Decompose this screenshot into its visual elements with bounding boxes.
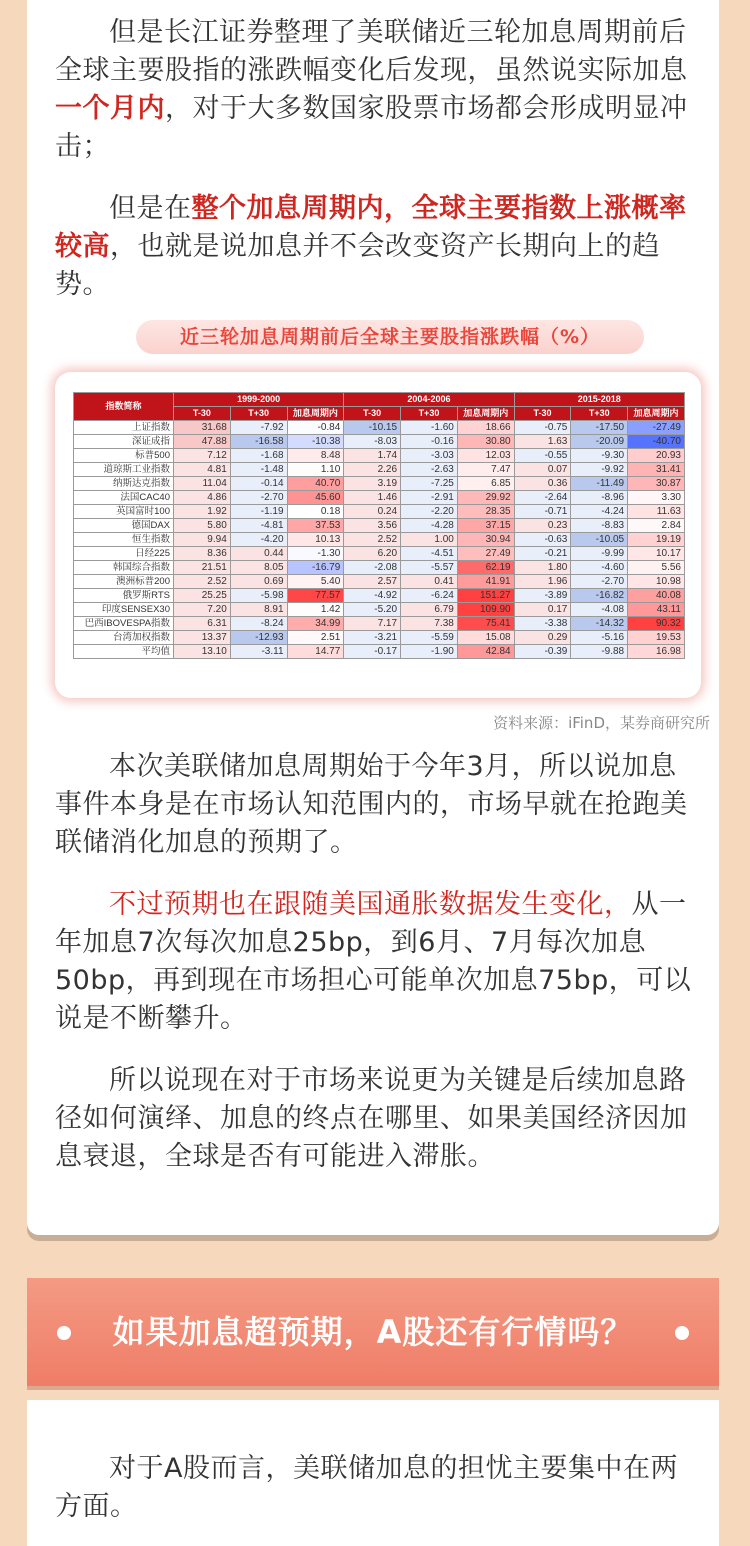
sub-header-cell: T+30 <box>401 407 458 421</box>
row-value-cell: -3.03 <box>401 449 458 463</box>
row-value-cell: 77.57 <box>287 589 344 603</box>
table-title: 近三轮加息周期前后全球主要股指涨跌幅（%） <box>136 320 644 354</box>
paragraph-1-end: ，对于大多数国家股票市场都会形成明显冲击； <box>55 93 688 162</box>
row-value-cell: -2.20 <box>401 505 458 519</box>
row-value-cell: -6.24 <box>401 589 458 603</box>
table-row <box>74 561 685 575</box>
row-value-cell: -4.51 <box>401 547 458 561</box>
row-value-cell: 5.80 <box>174 519 231 533</box>
row-value-cell: 20.93 <box>628 449 685 463</box>
row-value-cell: 27.49 <box>457 547 514 561</box>
row-value-cell: -14.32 <box>571 617 628 631</box>
row-value-cell: -7.92 <box>230 421 287 435</box>
row-value-cell: -40.70 <box>628 435 685 449</box>
sub-header-cell: T+30 <box>230 407 287 421</box>
header-period-1: 1999-2000 <box>174 393 344 407</box>
paragraph-1-highlight: 一个月内 <box>55 93 165 124</box>
row-value-cell: 90.32 <box>628 617 685 631</box>
sub-header-cell: T-30 <box>174 407 231 421</box>
row-value-cell: 25.25 <box>174 589 231 603</box>
row-value-cell: 9.94 <box>174 533 231 547</box>
row-value-cell: 1.92 <box>174 505 231 519</box>
row-value-cell: 0.18 <box>287 505 344 519</box>
row-value-cell: 4.81 <box>174 463 231 477</box>
row-value-cell: -4.24 <box>571 505 628 519</box>
row-value-cell: 40.70 <box>287 477 344 491</box>
row-value-cell: 4.86 <box>174 491 231 505</box>
row-value-cell: 0.23 <box>514 519 571 533</box>
row-value-cell: -16.58 <box>230 435 287 449</box>
row-value-cell: 3.19 <box>344 477 401 491</box>
row-value-cell: -0.39 <box>514 645 571 659</box>
table-row <box>74 421 685 435</box>
row-value-cell: 62.19 <box>457 561 514 575</box>
row-value-cell: 16.98 <box>628 645 685 659</box>
row-value-cell: -0.63 <box>514 533 571 547</box>
row-value-cell: 18.66 <box>457 421 514 435</box>
row-index-name: 俄罗斯RTS <box>74 589 174 603</box>
row-value-cell: -1.19 <box>230 505 287 519</box>
table-row <box>74 575 685 589</box>
row-value-cell: -2.70 <box>230 491 287 505</box>
row-value-cell: 8.48 <box>287 449 344 463</box>
row-value-cell: 40.08 <box>628 589 685 603</box>
table-row <box>74 603 685 617</box>
row-index-name: 巴西IBOVESPA指数 <box>74 617 174 631</box>
row-value-cell: 10.98 <box>628 575 685 589</box>
paragraph-2-end: ，也就是说加息并不会改变资产长期向上的趋势。 <box>55 231 660 300</box>
paragraph-1 <box>55 14 695 166</box>
row-value-cell: 8.91 <box>230 603 287 617</box>
row-index-name: 日经225 <box>74 547 174 561</box>
row-value-cell: 2.52 <box>344 533 401 547</box>
row-index-name: 台湾加权指数 <box>74 631 174 645</box>
index-change-table <box>73 392 685 659</box>
row-value-cell: -9.99 <box>571 547 628 561</box>
row-index-name: 法国CAC40 <box>74 491 174 505</box>
row-value-cell: -4.28 <box>401 519 458 533</box>
row-value-cell: -10.15 <box>344 421 401 435</box>
row-value-cell: 11.63 <box>628 505 685 519</box>
row-value-cell: 19.19 <box>628 533 685 547</box>
row-value-cell: 1.46 <box>344 491 401 505</box>
row-value-cell: 3.56 <box>344 519 401 533</box>
row-value-cell: 7.38 <box>401 617 458 631</box>
row-value-cell: -5.16 <box>571 631 628 645</box>
row-value-cell: -10.38 <box>287 435 344 449</box>
row-value-cell: 21.51 <box>174 561 231 575</box>
row-value-cell: -0.75 <box>514 421 571 435</box>
row-value-cell: 30.87 <box>628 477 685 491</box>
row-value-cell: -8.96 <box>571 491 628 505</box>
row-value-cell: 11.04 <box>174 477 231 491</box>
sub-header-cell: 加息周期内 <box>457 407 514 421</box>
row-value-cell: 28.35 <box>457 505 514 519</box>
row-value-cell: 41.91 <box>457 575 514 589</box>
row-value-cell: 29.92 <box>457 491 514 505</box>
row-index-name: 标普500 <box>74 449 174 463</box>
row-index-name: 平均值 <box>74 645 174 659</box>
row-value-cell: 14.77 <box>287 645 344 659</box>
row-value-cell: 1.96 <box>514 575 571 589</box>
row-value-cell: -3.89 <box>514 589 571 603</box>
row-value-cell: -4.81 <box>230 519 287 533</box>
row-value-cell: 15.08 <box>457 631 514 645</box>
row-index-name: 上证指数 <box>74 421 174 435</box>
row-value-cell: -4.92 <box>344 589 401 603</box>
row-value-cell: 37.15 <box>457 519 514 533</box>
sub-header-cell: T+30 <box>571 407 628 421</box>
row-value-cell: -17.50 <box>571 421 628 435</box>
row-value-cell: 5.56 <box>628 561 685 575</box>
row-value-cell: 5.40 <box>287 575 344 589</box>
header-period-3: 2015-2018 <box>514 393 684 407</box>
row-index-name: 纳斯达克指数 <box>74 477 174 491</box>
row-value-cell: -16.79 <box>287 561 344 575</box>
row-value-cell: -27.49 <box>628 421 685 435</box>
row-value-cell: 1.63 <box>514 435 571 449</box>
row-value-cell: -4.20 <box>230 533 287 547</box>
row-value-cell: -0.71 <box>514 505 571 519</box>
row-value-cell: 45.60 <box>287 491 344 505</box>
row-value-cell: 37.53 <box>287 519 344 533</box>
row-value-cell: -1.60 <box>401 421 458 435</box>
row-index-name: 深证成指 <box>74 435 174 449</box>
row-value-cell: 2.26 <box>344 463 401 477</box>
table-row <box>74 449 685 463</box>
row-value-cell: -2.64 <box>514 491 571 505</box>
row-value-cell: 0.69 <box>230 575 287 589</box>
sub-header-cell: 加息周期内 <box>287 407 344 421</box>
row-value-cell: 31.68 <box>174 421 231 435</box>
row-value-cell: 7.20 <box>174 603 231 617</box>
row-value-cell: -3.38 <box>514 617 571 631</box>
row-value-cell: 1.10 <box>287 463 344 477</box>
row-value-cell: -12.93 <box>230 631 287 645</box>
table-row <box>74 505 685 519</box>
row-value-cell: -7.25 <box>401 477 458 491</box>
source-note: 资料来源：iFinD，某券商研究所 <box>493 714 710 732</box>
paragraph-6: 对于A股而言，美联储加息的担忧主要集中在两方面。 <box>55 1453 678 1522</box>
table-row <box>74 519 685 533</box>
row-value-cell: 3.30 <box>628 491 685 505</box>
row-value-cell: 6.79 <box>401 603 458 617</box>
header-period-2: 2004-2006 <box>344 393 514 407</box>
row-value-cell: 2.84 <box>628 519 685 533</box>
row-value-cell: -2.70 <box>571 575 628 589</box>
row-value-cell: 1.80 <box>514 561 571 575</box>
row-value-cell: 10.13 <box>287 533 344 547</box>
row-value-cell: 8.36 <box>174 547 231 561</box>
row-value-cell: 0.44 <box>230 547 287 561</box>
row-value-cell: 31.41 <box>628 463 685 477</box>
row-value-cell: -5.59 <box>401 631 458 645</box>
row-value-cell: -20.09 <box>571 435 628 449</box>
row-value-cell: 0.24 <box>344 505 401 519</box>
row-value-cell: -8.83 <box>571 519 628 533</box>
row-value-cell: 0.07 <box>514 463 571 477</box>
row-value-cell: -0.84 <box>287 421 344 435</box>
row-value-cell: 0.41 <box>401 575 458 589</box>
row-value-cell: 13.10 <box>174 645 231 659</box>
row-value-cell: 19.53 <box>628 631 685 645</box>
paragraph-1-text: 但是长江证券整理了美联储近三轮加息周期前后全球主要股指的涨跌幅变化后发现，虽然说实际加息 <box>55 17 688 86</box>
table-row <box>74 533 685 547</box>
row-value-cell: -1.30 <box>287 547 344 561</box>
row-value-cell: 2.51 <box>287 631 344 645</box>
row-value-cell: 10.17 <box>628 547 685 561</box>
table-row <box>74 477 685 491</box>
table-row <box>74 435 685 449</box>
row-value-cell: 0.36 <box>514 477 571 491</box>
row-value-cell: -9.92 <box>571 463 628 477</box>
row-value-cell: -4.60 <box>571 561 628 575</box>
row-value-cell: 30.80 <box>457 435 514 449</box>
row-value-cell: 34.99 <box>287 617 344 631</box>
row-value-cell: -5.57 <box>401 561 458 575</box>
paragraph-4-highlight: 不过预期也在跟随美国通胀数据发生变化， <box>109 889 632 920</box>
paragraph-3: 本次美联储加息周期始于今年3月，所以说加息事件本身是在市场认知范围内的，市场早就在抢跑美联储消化加息的预期了。 <box>55 751 688 858</box>
paragraph-2-highlight: 整个加息周期内，全球主要指数上涨概率较高 <box>55 193 687 262</box>
row-value-cell: -2.08 <box>344 561 401 575</box>
row-value-cell: 43.11 <box>628 603 685 617</box>
paragraph-4-end: 从一年加息7次每次加息25bp，到6月、7月每次加息50bp，再到现在市场担心可能单次加息75bp，可以说是不断攀升。 <box>55 889 692 1034</box>
row-value-cell: -0.21 <box>514 547 571 561</box>
sub-header-cell: T-30 <box>344 407 401 421</box>
table-row <box>74 645 685 659</box>
row-value-cell: 30.94 <box>457 533 514 547</box>
sub-header-cell: T-30 <box>514 407 571 421</box>
row-value-cell: 1.00 <box>401 533 458 547</box>
table-row <box>74 617 685 631</box>
row-value-cell: 109.90 <box>457 603 514 617</box>
row-value-cell: -3.11 <box>230 645 287 659</box>
row-index-name: 澳洲标普200 <box>74 575 174 589</box>
row-value-cell: -5.20 <box>344 603 401 617</box>
row-index-name: 德国DAX <box>74 519 174 533</box>
row-index-name: 恒生指数 <box>74 533 174 547</box>
row-index-name: 道琼斯工业指数 <box>74 463 174 477</box>
row-value-cell: -10.05 <box>571 533 628 547</box>
row-value-cell: 12.03 <box>457 449 514 463</box>
row-index-name: 英国富时100 <box>74 505 174 519</box>
row-value-cell: -3.21 <box>344 631 401 645</box>
row-value-cell: -2.63 <box>401 463 458 477</box>
sub-header-cell: 加息周期内 <box>628 407 685 421</box>
row-value-cell: -5.98 <box>230 589 287 603</box>
row-value-cell: -2.91 <box>401 491 458 505</box>
table-row <box>74 463 685 477</box>
table-row <box>74 491 685 505</box>
row-value-cell: 1.42 <box>287 603 344 617</box>
paragraph-2 <box>55 190 695 304</box>
row-value-cell: -4.08 <box>571 603 628 617</box>
banner-right-dot-icon <box>675 1326 689 1340</box>
row-value-cell: 6.31 <box>174 617 231 631</box>
row-value-cell: 42.84 <box>457 645 514 659</box>
row-value-cell: -16.82 <box>571 589 628 603</box>
row-value-cell: -0.55 <box>514 449 571 463</box>
row-value-cell: 7.17 <box>344 617 401 631</box>
row-value-cell: 0.29 <box>514 631 571 645</box>
paragraph-5: 所以说现在对于市场来说更为关键是后续加息路径如何演绎、加息的终点在哪里、如果美国经济因加息衰退，全球是否有可能进入滞胀。 <box>55 1065 688 1172</box>
row-value-cell: 7.12 <box>174 449 231 463</box>
row-value-cell: 47.88 <box>174 435 231 449</box>
row-value-cell: 8.05 <box>230 561 287 575</box>
table-row <box>74 631 685 645</box>
row-value-cell: -9.88 <box>571 645 628 659</box>
table-row <box>74 547 685 561</box>
banner-title: 如果加息超预期，A股还有行情吗？ <box>112 1313 634 1351</box>
row-value-cell: -1.90 <box>401 645 458 659</box>
paragraph-2-start: 但是在 <box>109 193 192 224</box>
row-value-cell: -0.16 <box>401 435 458 449</box>
row-value-cell: -1.68 <box>230 449 287 463</box>
row-value-cell: 13.37 <box>174 631 231 645</box>
section-banner <box>27 1278 719 1386</box>
row-value-cell: 151.27 <box>457 589 514 603</box>
row-value-cell: 2.57 <box>344 575 401 589</box>
row-index-name: 韩国综合指数 <box>74 561 174 575</box>
row-value-cell: 2.52 <box>174 575 231 589</box>
row-value-cell: 0.17 <box>514 603 571 617</box>
row-value-cell: 1.74 <box>344 449 401 463</box>
paragraph-4 <box>55 886 695 1038</box>
row-value-cell: 6.85 <box>457 477 514 491</box>
row-value-cell: -0.17 <box>344 645 401 659</box>
row-index-name: 印度SENSEX30 <box>74 603 174 617</box>
row-value-cell: -8.03 <box>344 435 401 449</box>
row-value-cell: 7.47 <box>457 463 514 477</box>
row-value-cell: -9.30 <box>571 449 628 463</box>
table-body <box>74 421 685 659</box>
row-value-cell: -8.24 <box>230 617 287 631</box>
row-value-cell: -11.49 <box>571 477 628 491</box>
row-value-cell: -0.14 <box>230 477 287 491</box>
row-value-cell: 6.20 <box>344 547 401 561</box>
header-index-name: 指数简称 <box>74 393 174 421</box>
table-container <box>55 372 701 698</box>
table-row <box>74 589 685 603</box>
row-value-cell: -1.48 <box>230 463 287 477</box>
row-value-cell: 75.41 <box>457 617 514 631</box>
